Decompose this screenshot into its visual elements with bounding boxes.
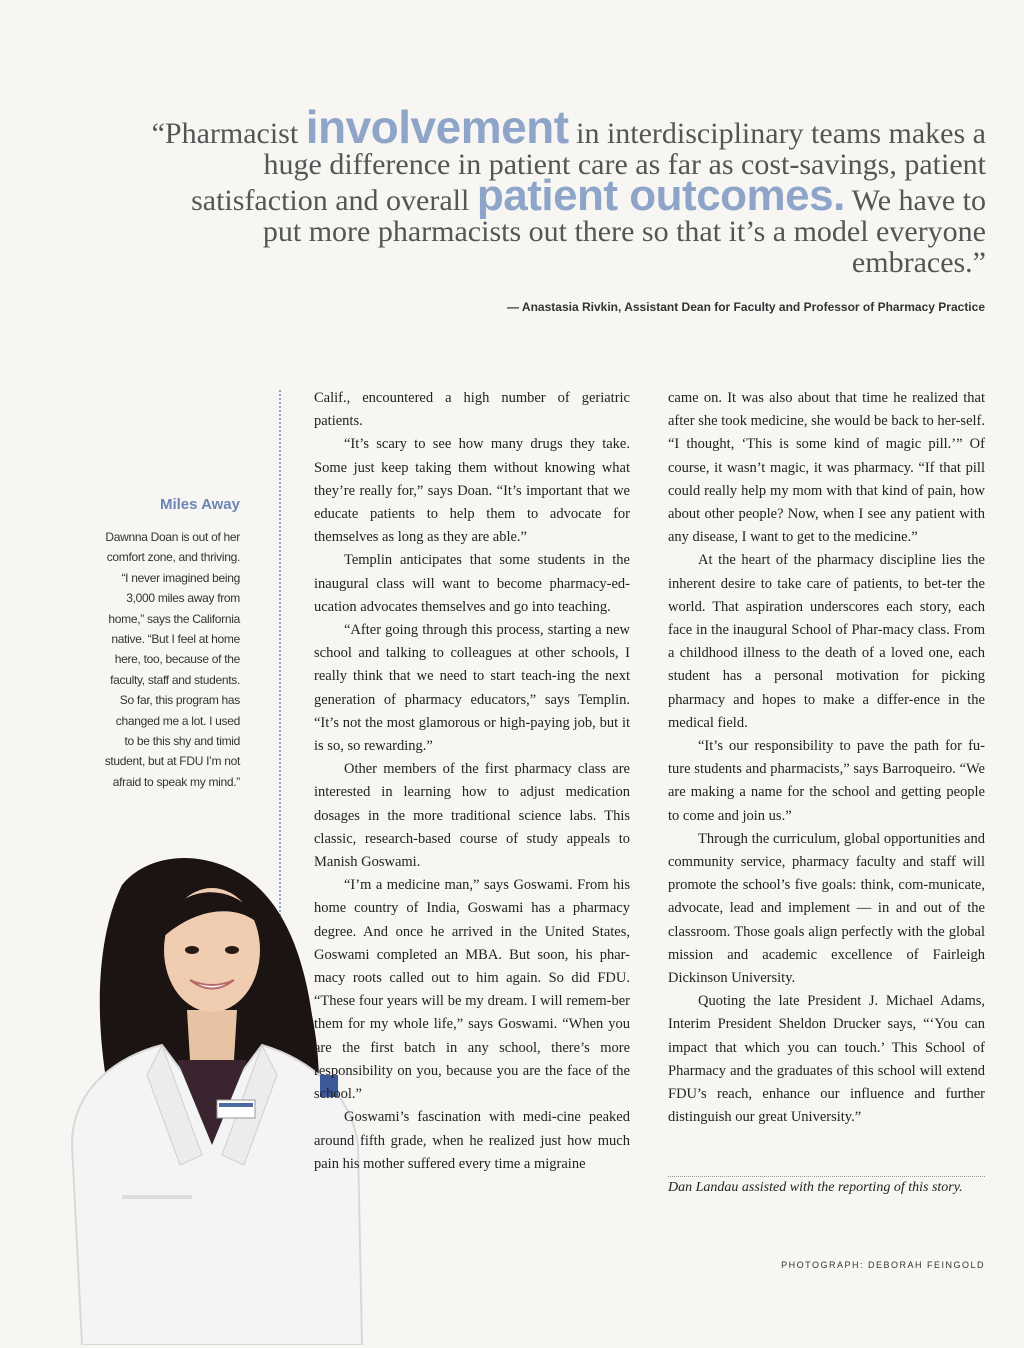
- paragraph: “It’s our responsibility to pave the path for fu-ture students and pharmacists,” says Barroqueiro. “We are making a name for the school and getting people to come and join us.”: [668, 738, 985, 824]
- reporting-divider: [668, 1176, 985, 1177]
- sidebar-text: Dawnna Doan is out of her comfort zone, and thriving. “I never imagined being 3,000 miles away from home,” says the California native. “But I feel at home here, too, because of the faculty, staff and students. So far, this program has changed me a lot. I used to be this shy and timid student, but at FDU I’m not afraid to speak my mind.”: [104, 530, 240, 789]
- paragraph: “After going through this process, starting a new school and talking to colleagues at other schools, I really think that we need to start teach-ing the next generation of pharmacy educators,” says Templin. “It’s not the most glamorous or high-paying job, but it is so, so rewarding.”: [314, 622, 630, 755]
- paragraph: “I’m a medicine man,” says Goswami. From his home country of India, Goswami has a pharmacy degree. And once he arrived in the United States, Goswami completed an MBA. But soon, his phar-macy roots called out to him again. So did FDU. “These four years will be my dream. I will remem-ber them for my whole life,” says Goswami. “When you are the first batch in any school, there’s more responsibility on you, because you are the face of the school.”: [314, 877, 630, 1103]
- photo-credit: PHOTOGRAPH: DEBORAH FEINGOLD: [781, 1260, 985, 1270]
- pull-quote-text-2: in interdisciplinary teams makes a huge difference in patient care as far as cost-savings, patient satisfaction and overall: [191, 117, 986, 217]
- paragraph: At the heart of the pharmacy discipline lies the inherent desire to take care of patients, to bet-ter the world. That aspiration underscores each story, each face in the inaugural School of Phar-macy class. From a childhood illness to the death of a loved one, each student has a personal motivation for picking pharmacy and hopes to make a differ-ence in the medical field.: [668, 552, 985, 731]
- sidebar-title: Miles Away: [159, 496, 240, 513]
- reporting-credit: Dan Landau assisted with the reporting of this story.: [668, 1180, 963, 1195]
- pull-quote-highlight-involvement: involvement: [305, 101, 569, 153]
- pull-quote-text-3: We have to put more pharmacists out there so that it’s a model everyone embraces.”: [262, 184, 986, 279]
- pull-quote: [150, 101, 986, 279]
- paragraph: Other members of the first pharmacy class are interested in learning how to adjust medication dosages in the more traditional science labs. This classic, research-based course of study appeals to Manish Goswami.: [314, 761, 630, 871]
- pull-quote-text-1: “Pharmacist: [151, 117, 306, 150]
- paragraph: Goswami’s fascination with medi-cine peaked around fifth grade, when he realized just how much pain his mother suffered every time a migraine: [314, 1109, 630, 1172]
- paragraph: Calif., encountered a high number of geriatric patients.: [314, 390, 630, 430]
- paragraph: “It’s scary to see how many drugs they take. Some just keep taking them without knowing what they’re really for,” says Doan. “It’s important that we educate patients to help them to advocate for themselves as long as they are able.”: [314, 436, 630, 546]
- paragraph: Quoting the late President J. Michael Adams, Interim President Sheldon Drucker says, “‘You can impact that which you can touch.’ This School of Pharmacy and the graduates of this school will extend FDU’s reach, enhance our influence and further distinguish our great University.”: [668, 993, 985, 1126]
- quote-attribution: — Anastasia Rivkin, Assistant Dean for Faculty and Professor of Pharmacy Practice: [507, 300, 985, 314]
- paragraph: Through the curriculum, global opportunities and community service, pharmacy faculty and staff will promote the school’s five goals: think, com-municate, advocate, lead and implement — in and out of the classroom. Those goals align perfectly with the global mission and academic excellence of Fairleigh Dickinson University.: [668, 830, 985, 987]
- sidebar: [104, 496, 240, 792]
- pull-quote-highlight-outcomes: patient outcomes.: [476, 171, 845, 220]
- article-column-1: [314, 387, 630, 1176]
- article-column-2: [668, 387, 985, 1130]
- paragraph: came on. It was also about that time he realized that after she took medicine, she would be back to her-self. “I thought, ‘This is some kind of magic pill.’” Of course, it wasn’t magic, it was pharmacy. “If that pill could really help my mom with that kind of pain, how about other people? Now, when I see any patient with any disease, I want to get to the medicine.”: [668, 390, 985, 546]
- paragraph: Templin anticipates that some students in the inaugural class will want to become pharmacy-ed-ucation advocates themselves and go into teaching.: [314, 552, 630, 615]
